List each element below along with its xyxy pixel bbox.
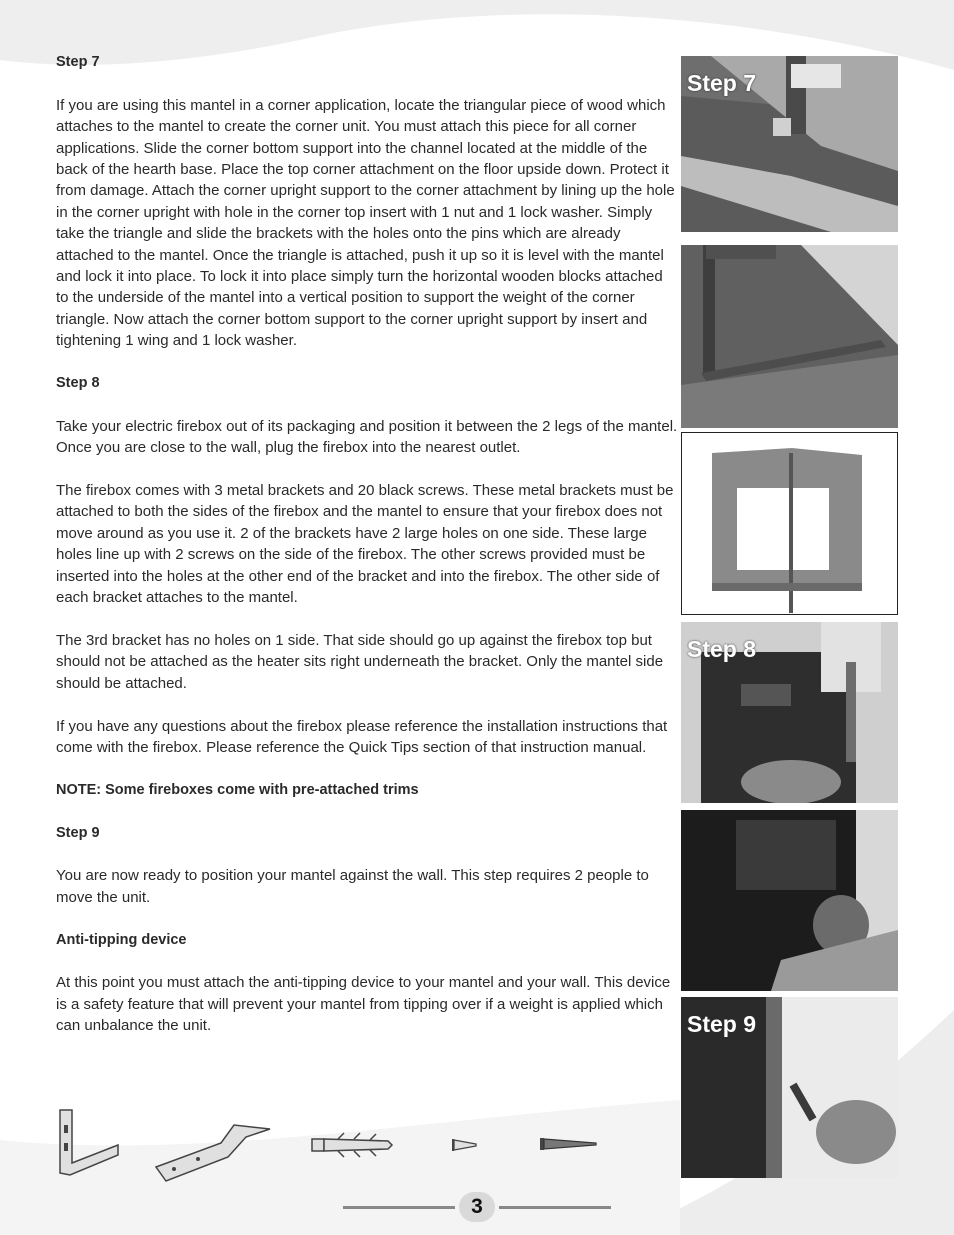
step9-paragraph: You are now ready to position your mantel against the wall. This step requires 2 people to move the unit.: [56, 867, 649, 906]
l-bracket-icon: [60, 1110, 118, 1175]
photo-step8-bracket: [681, 810, 898, 991]
photo-step8-firebox: [681, 622, 898, 803]
long-screw-icon: [540, 1138, 596, 1150]
step8-paragraph-1: Take your electric firebox out of its packaging and position it between the 2 legs of the mantel. Once you are close to the wall, plug the firebox into the nearest outlet.: [56, 417, 678, 457]
step8-paragraph-2: The firebox comes with 3 metal brackets and 20 black screws. These metal brackets must be attached to both the sides of the firebox and the mantel to ensure that your firebox does not move around as you use it. 2 of the brackets have 2 large holes on one side. These large holes line up with 2 screws on the side of the firebox. The other screws provided must be inserted into the holes at the other end of the bracket and into the firebox. The other side of each bracket attaches to the mantel.: [56, 482, 674, 607]
step8-heading: Step 8: [56, 375, 100, 392]
hardware-illustrations: [56, 1105, 616, 1185]
screw-icon: [452, 1139, 476, 1151]
step8-photo-label: Step 8: [687, 636, 757, 662]
photo-step9-hammer: [681, 997, 898, 1178]
photo-step7-corner: [681, 56, 898, 232]
page-number: 3: [459, 1192, 495, 1222]
step7-heading: Step 7: [56, 54, 100, 70]
firebox-bracket-diagram: [681, 432, 898, 615]
step9-photo-label: Step 9: [687, 1011, 757, 1037]
step8-paragraph-4: If you have any questions about the firebox please reference the installation instructions that come with the firebox. Please reference the Quick Tips section of that instruction manual.: [56, 717, 668, 756]
page-footer: [343, 1192, 611, 1222]
wall-anchor-icon: [312, 1133, 392, 1157]
step8-paragraph-3: The 3rd bracket has no holes on 1 side. That side should go up against the firebox top but should not be attached as the heater sits right underneath the bracket. Only the mantel side should be attached.: [56, 631, 664, 692]
instructions-text: [56, 52, 678, 1058]
strap-bracket-icon: [156, 1125, 270, 1181]
step7-paragraph: If you are using this mantel in a corner application, locate the triangular piece of wood which attaches to the mantel to create the corner unit. You must attach this piece for all corner applications. Slide the corner bottom support into the channel located at the middle of the back of the hearth base. Place the top corner attachment on the floor upside down. Protect it from damage. Attach the corner upright support to the corner attachment by lining up the hole in the corner upright with hole in the corner top insert with 1 nut and 1 lock washer. Simply take the triangle and slide the brackets with the holes onto the pins which are already attached to the mantel. Once the triangle is attached, push it up so it is level with the mantel and lock it into place. To lock it into place simply turn the horizontal wooden blocks attached to the underside of the mantel into a vertical position to support the weight of the corner triangle. Now attach the corner bottom support to the corner upright support by insert and tightening 1 wing and 1 lock washer.: [56, 96, 675, 350]
note-text: NOTE: Some fireboxes come with pre-attached trims: [56, 781, 419, 798]
anti-tipping-heading: Anti-tipping device: [56, 931, 187, 948]
footer-rule-right: [499, 1206, 611, 1209]
footer-rule-left: [343, 1206, 455, 1209]
step9-heading: Step 9: [56, 824, 100, 841]
step7-photo-label: Step 7: [687, 70, 757, 96]
photo-step7-support: [681, 245, 898, 428]
anti-tipping-paragraph: At this point you must attach the anti-tipping device to your mantel and your wall. This device is a safety feature that will prevent your mantel from tipping over if a weight is applied which can unbalance the unit.: [56, 974, 671, 1035]
